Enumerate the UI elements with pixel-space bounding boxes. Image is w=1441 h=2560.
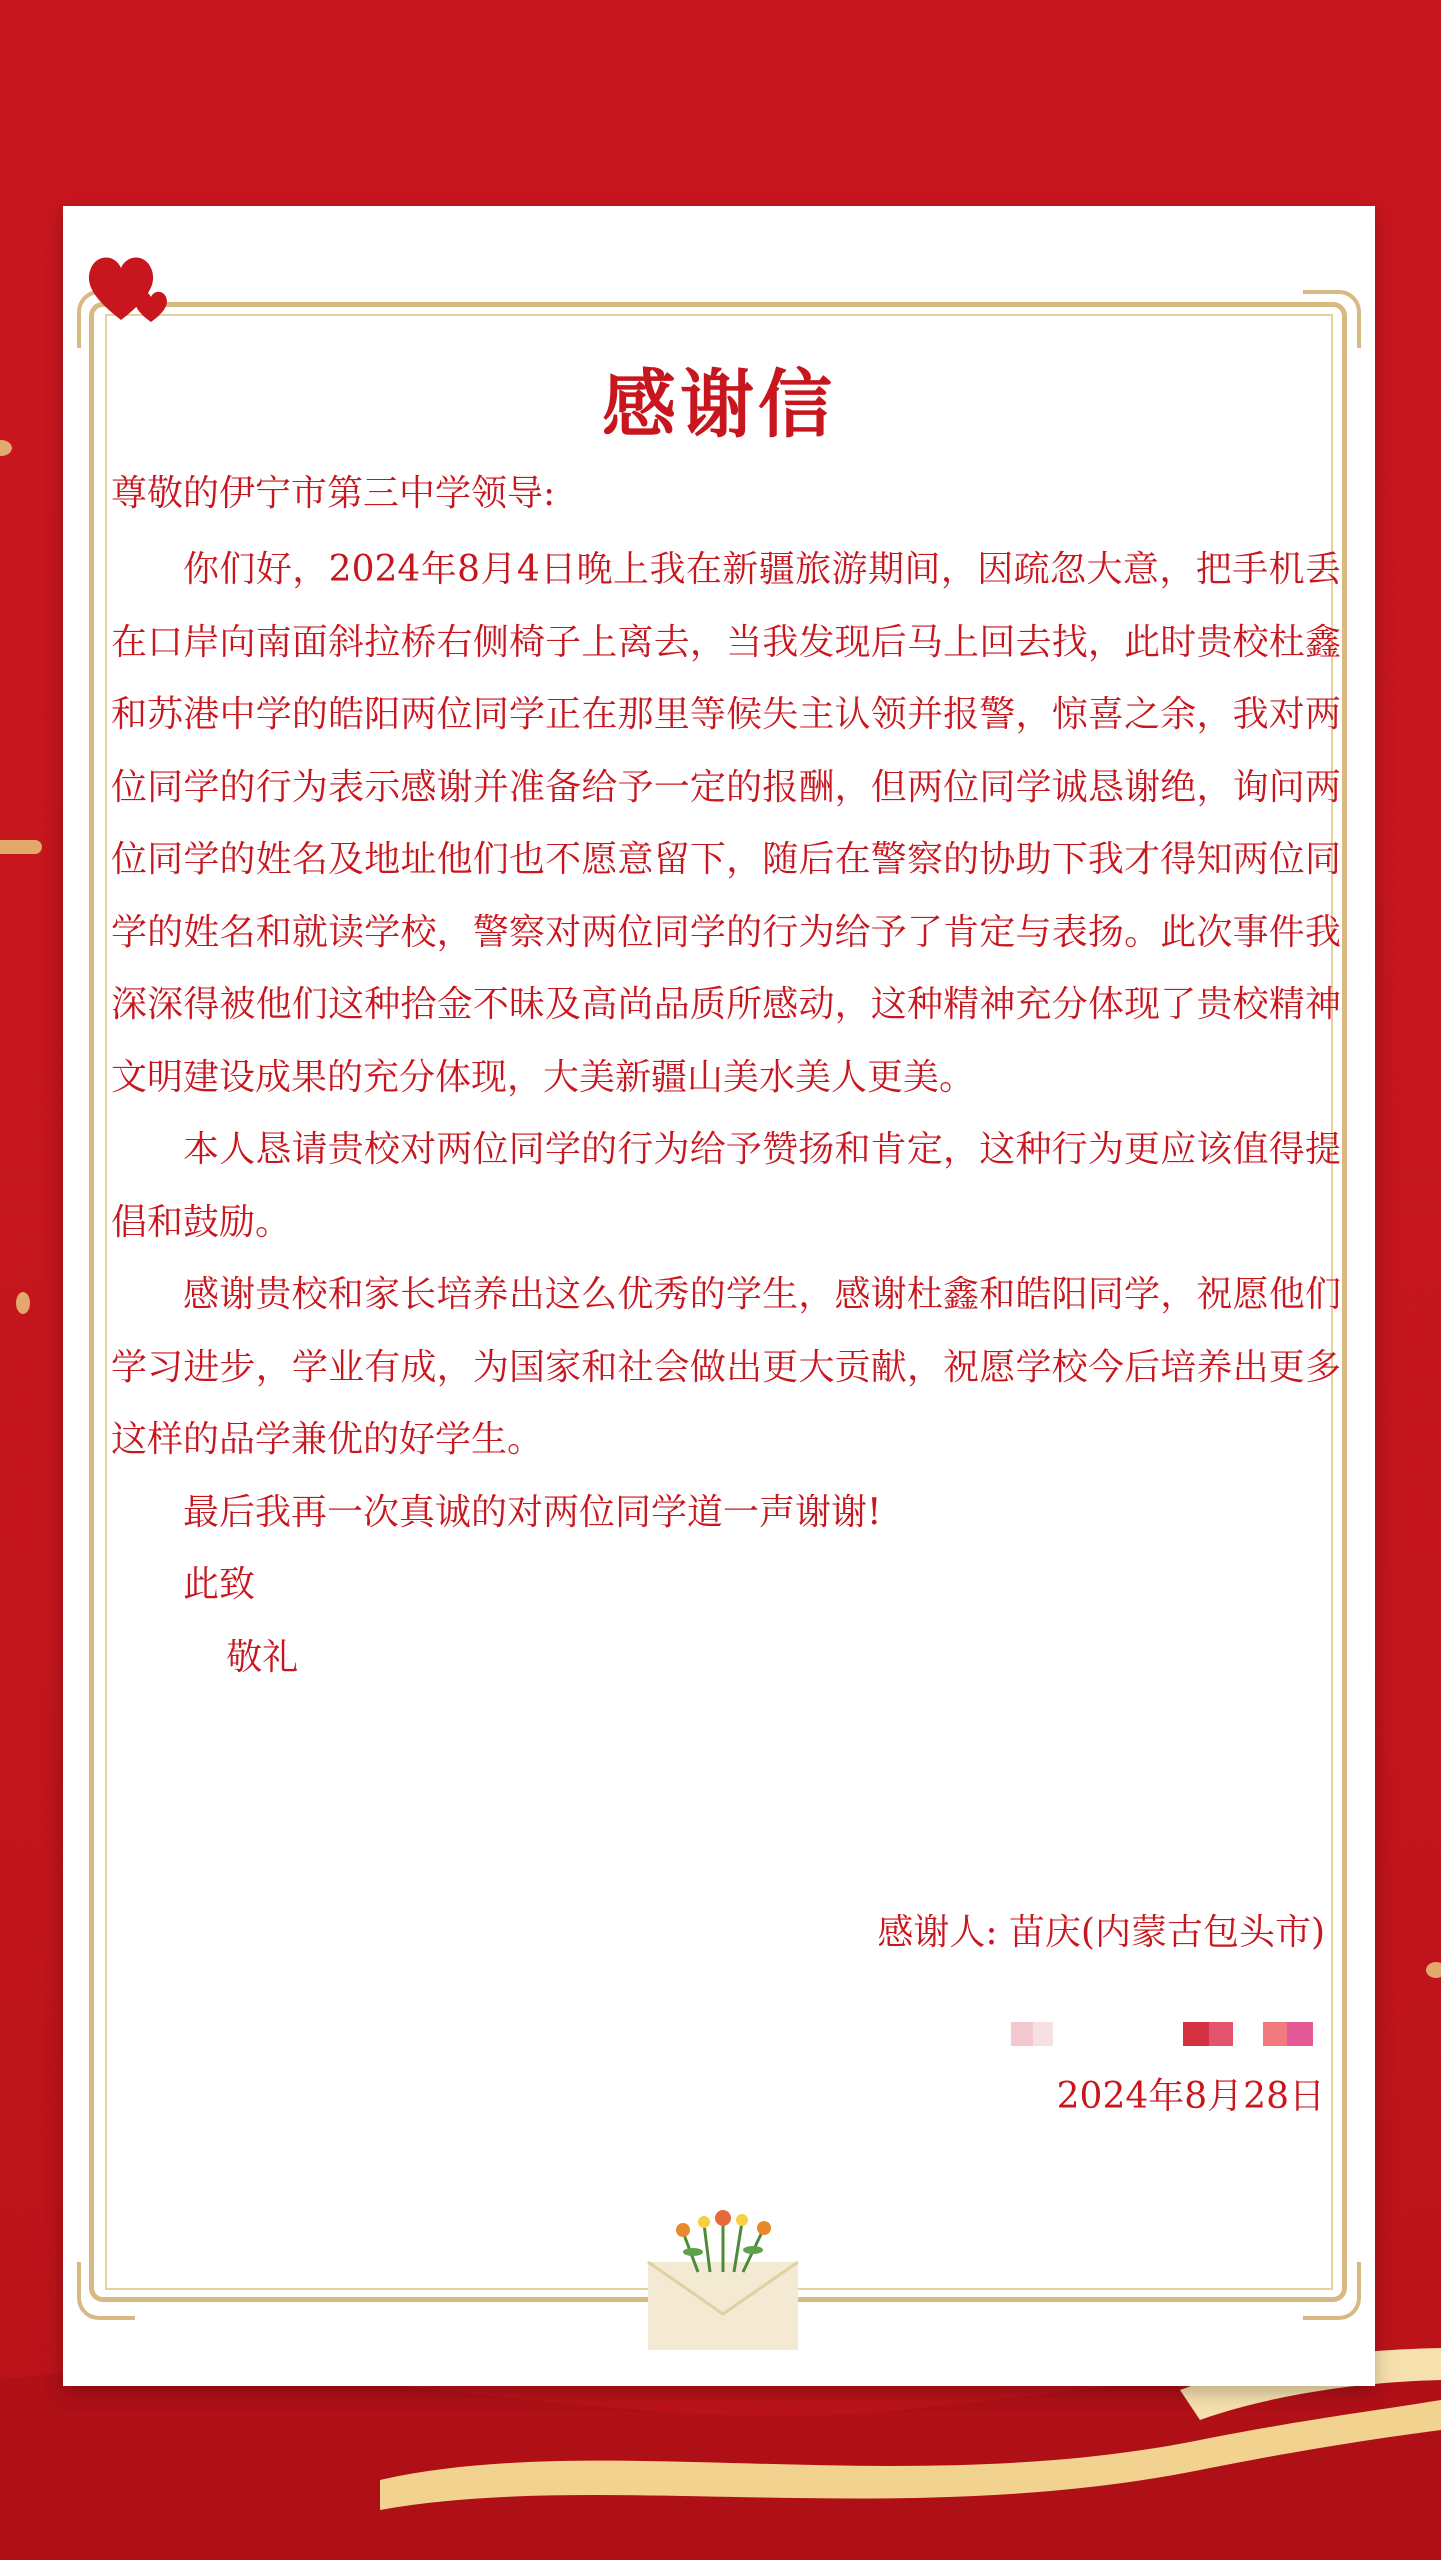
paragraph: 感谢贵校和家长培养出这么优秀的学生，感谢杜鑫和皓阳同学，祝愿他们学习进步，学业有成，为国家和社会做出更大贡献，祝愿学校今后培养出更多这样的品学兼优的好学生。 (111, 1274, 1341, 1460)
frame-corner (1303, 2262, 1361, 2320)
decor-dot (0, 840, 42, 854)
closing-line: 此致 (183, 1564, 256, 1605)
letter-date: 2024年8月28日 (1056, 2076, 1325, 2117)
closing-salute: 敬礼 (226, 1636, 299, 1678)
salutation: 尊敬的伊宁市第三中学领导: (111, 473, 556, 514)
paragraph: 最后我再一次真诚的对两位同学道一声谢谢! (183, 1491, 882, 1533)
paragraph: 本人恳请贵校对两位同学的行为给予赞扬和肯定，这种行为更应该值得提倡和鼓励。 (111, 1129, 1341, 1243)
letter-body (111, 534, 1341, 1694)
letter-paper (63, 206, 1375, 2386)
letter-title: 感谢信 (602, 362, 836, 448)
decor-dot (1426, 1962, 1441, 1978)
envelope-flowers-icon (638, 2202, 808, 2352)
frame-corner (1303, 290, 1361, 348)
paragraph: 你们好，2024年8月4日晚上我在新疆旅游期间，因疏忽大意，把手机丢在口岸向南面斜拉桥右侧椅子上离去，当我发现后马上回去找，此时贵校杜鑫和苏港中学的皓阳两位同学正在那里等候失主认领并报警，惊喜之余，我对两位同学的行为表示感谢并准备给予一定的报酬，但两位同学诚恳谢绝，询问两位同学的姓名及地址他们也不愿意留下，随后在警察的协助下我才得知两位同学的姓名和就读学校，警察对两位同学的行为给予了肯定与表扬。此次事件我深深得被他们这种拾金不昧及高尚品质所感动，这种精神充分体现了贵校精神文明建设成果的充分体现，大美新疆山美水美人更美。 (111, 549, 1341, 1098)
decor-dot (16, 1292, 30, 1314)
redacted-contact (1011, 2014, 1341, 2054)
frame-corner (77, 2262, 135, 2320)
signature: 感谢人: 苗庆(内蒙古包头市) (877, 1912, 1325, 1953)
decor-dot (0, 440, 12, 456)
heart-icon (81, 242, 181, 332)
